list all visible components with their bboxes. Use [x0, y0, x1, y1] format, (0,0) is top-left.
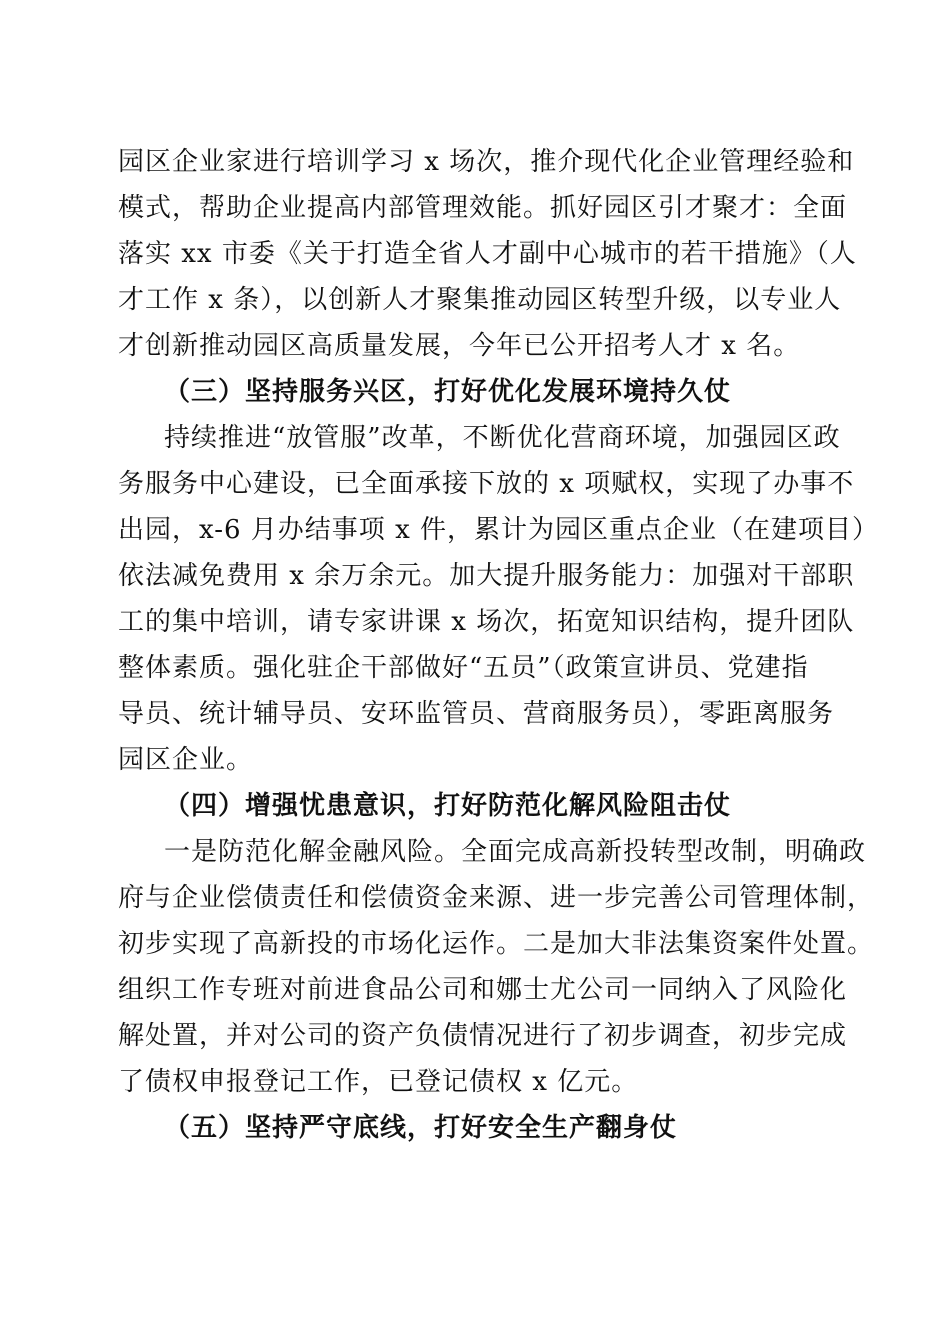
paragraph-line: 才创新推动园区高质量发展，今年已公开招考人才 x 名。: [118, 331, 801, 361]
section-heading-5: （五）坚持严守底线，打好安全生产翻身仗: [164, 1113, 678, 1143]
paragraph-line: 务服务中心建设，已全面承接下放的 x 项赋权，实现了办事不: [118, 469, 855, 499]
paragraph-line: 依法减免费用 x 余万余元。加大提升服务能力：加强对干部职: [118, 561, 855, 591]
paragraph-line: 出园，x-6 月办结事项 x 件，累计为园区重点企业（在建项目）: [118, 515, 879, 545]
paragraph-line: 园区企业。: [118, 745, 254, 775]
paragraph-line: 整体素质。强化驻企干部做好“五员”（政策宣讲员、党建指: [118, 653, 809, 683]
paragraph-line: 一是防范化解金融风险。全面完成高新投转型改制，明确政: [164, 837, 867, 867]
paragraph-line: 组织工作专班对前进食品公司和娜士尤公司一同纳入了风险化: [118, 975, 848, 1005]
paragraph-line: 工的集中培训，请专家讲课 x 场次，拓宽知识结构，提升团队: [118, 607, 855, 637]
paragraph-line: 园区企业家进行培训学习 x 场次，推介现代化企业管理经验和: [118, 147, 855, 177]
paragraph-line: 了债权申报登记工作，已登记债权 x 亿元。: [118, 1067, 639, 1097]
paragraph-line: 才工作 x 条），以创新人才聚集推动园区转型升级，以专业人: [118, 285, 842, 315]
section-heading-3: （三）坚持服务兴区，打好优化发展环境持久仗: [164, 377, 732, 407]
paragraph-line: 解处置，并对公司的资产负债情况进行了初步调查，初步完成: [118, 1021, 848, 1051]
section-heading-4: （四）增强忧患意识，打好防范化解风险阻击仗: [164, 791, 732, 821]
paragraph-line: 模式，帮助企业提高内部管理效能。抓好园区引才聚才：全面: [118, 193, 848, 223]
paragraph-line: 持续推进“放管服”改革，不断优化营商环境，加强园区政: [164, 423, 841, 453]
paragraph-line: 初步实现了高新投的市场化运作。二是加大非法集资案件处置。: [118, 929, 875, 959]
paragraph-line: 府与企业偿债责任和偿债资金来源、进一步完善公司管理体制，: [118, 883, 875, 913]
paragraph-line: 落实 xx 市委《关于打造全省人才副中心城市的若干措施》（人: [118, 239, 857, 269]
paragraph-line: 导员、统计辅导员、安环监管员、营商服务员），零距离服务: [118, 699, 835, 729]
